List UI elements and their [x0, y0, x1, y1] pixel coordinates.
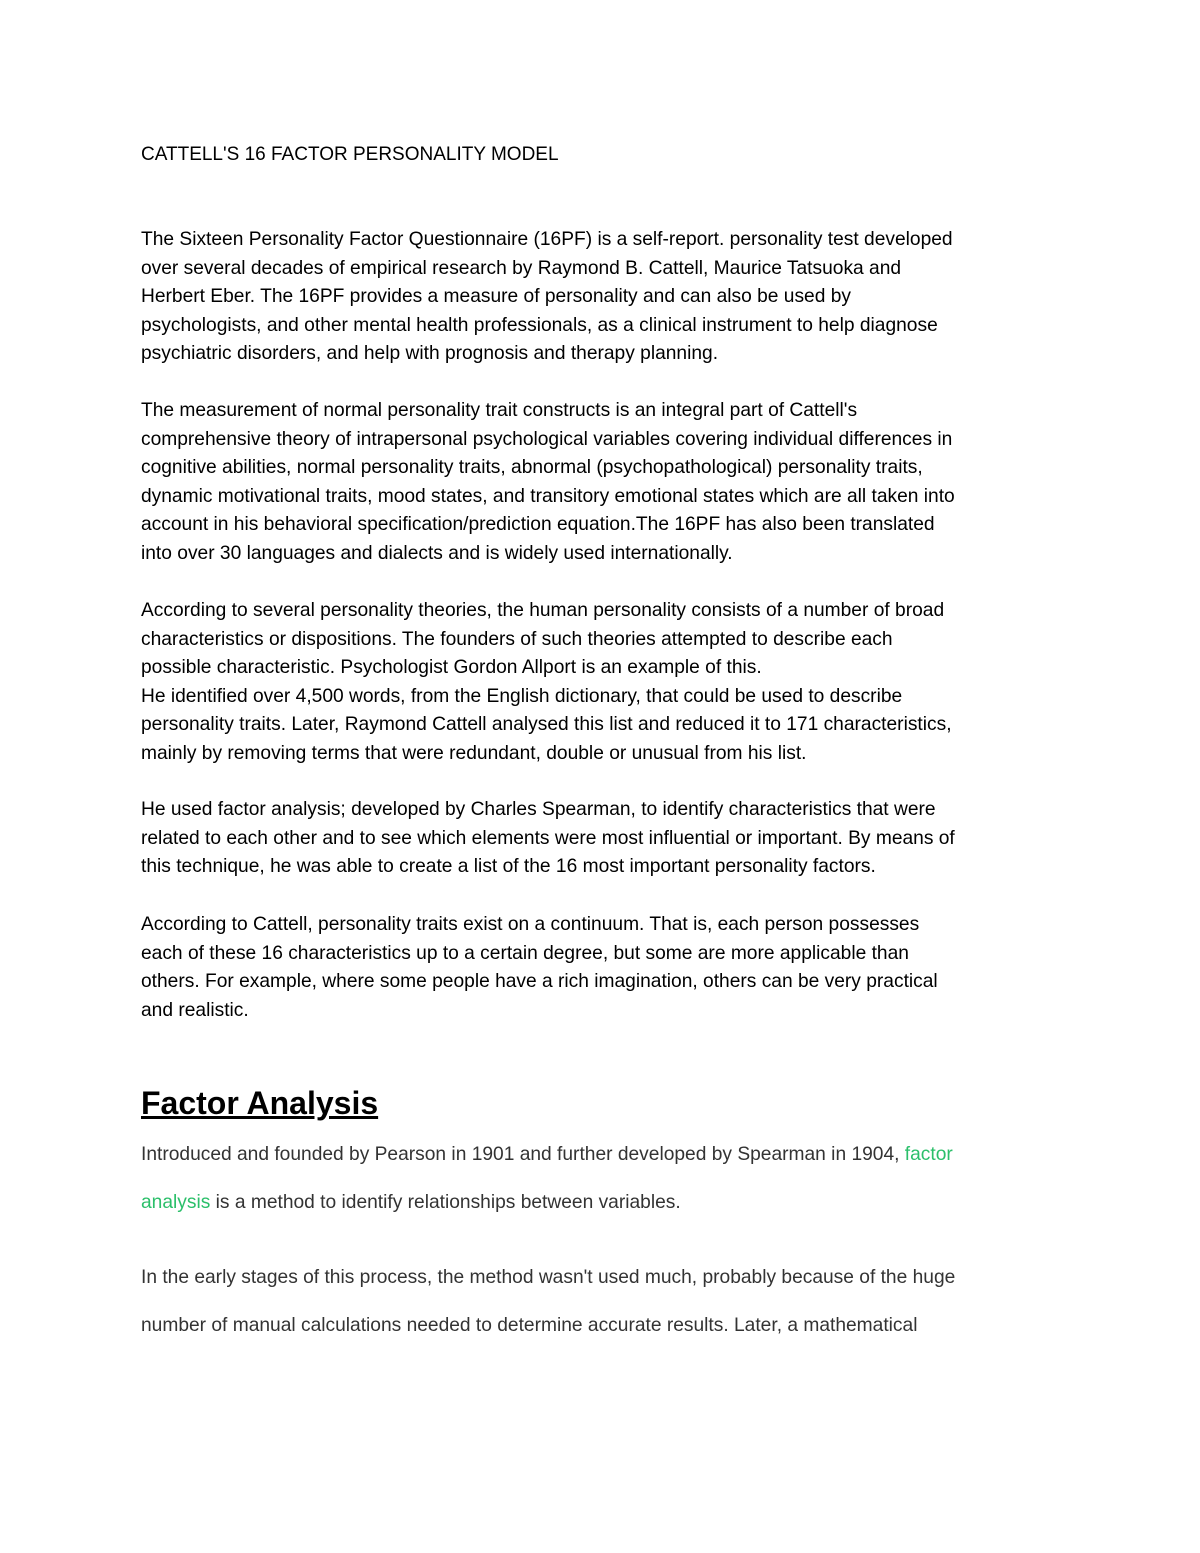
factor-analysis-link[interactable]: factor [904, 1144, 953, 1165]
text-line: each of these 16 characteristics up to a certain degree, but some are more applicable than [141, 942, 909, 964]
text-line: comprehensive theory of intrapersonal psychological variables covering individual differences in [141, 428, 953, 450]
paragraph-measurement [141, 397, 1066, 569]
text-line: this technique, he was able to create a list of the 16 most important personality factors. [141, 856, 876, 878]
text-line: The Sixteen Personality Factor Questionnaire (16PF) is a self-report. personality test developed [141, 229, 953, 250]
text-segment: is a method to identify relationships between variables. [210, 1191, 681, 1213]
text-line: over several decades of empirical research by Raymond B. Cattell, Maurice Tatsuoka and [141, 257, 902, 279]
text-line: characteristics or dispositions. The founders of such theories attempted to describe each [141, 628, 893, 650]
factor-analysis-link-continued[interactable]: analysis [141, 1191, 211, 1213]
text-line: He identified over 4,500 words, from the English dictionary, that could be used to describe [141, 685, 903, 707]
text-line [141, 1179, 1066, 1227]
text-line: and realistic. [141, 999, 249, 1021]
paragraph-early-stages [141, 1254, 1066, 1349]
document-title: CATTELL'S 16 FACTOR PERSONALITY MODEL [141, 144, 559, 165]
text-line: According to Cattell, personality traits exist on a continuum. That is, each person possesses [141, 914, 920, 935]
paragraph-intro [141, 226, 1066, 369]
text-line: number of manual calculations needed to determine accurate results. Later, a mathematical [141, 1314, 918, 1336]
text-line: account in his behavioral specification/prediction equation.The 16PF has also been translated [141, 514, 935, 536]
text-line: Herbert Eber. The 16PF provides a measure of personality and can also be used by [141, 286, 851, 308]
text-line: mainly by removing terms that were redundant, double or unusual from his list. [141, 742, 807, 764]
text-line: personality traits. Later, Raymond Cattell analysed this list and reduced it to 171 characteristics, [141, 714, 952, 736]
text-line: According to several personality theories, the human personality consists of a number of broad [141, 600, 945, 621]
section-heading: Factor Analysis [141, 1085, 379, 1121]
text-line: In the early stages of this process, the method wasn't used much, probably because of the huge [141, 1267, 956, 1288]
text-line: psychologists, and other mental health professionals, as a clinical instrument to help diagnose [141, 314, 938, 336]
paragraph-theories [141, 597, 1066, 769]
paragraph-continuum [141, 911, 1066, 1025]
text-line [141, 1131, 1066, 1179]
text-line: He used factor analysis; developed by Charles Spearman, to identify characteristics that were [141, 799, 936, 820]
text-line: dynamic motivational traits, mood states, and transitory emotional states which are all taken into [141, 485, 955, 507]
text-line: cognitive abilities, normal personality traits, abnormal (psychopathological) personality traits, [141, 457, 923, 479]
paragraph-factor-analysis-usage [141, 796, 1066, 882]
paragraph-factor-analysis-intro [141, 1131, 1066, 1226]
text-line: psychiatric disorders, and help with prognosis and therapy planning. [141, 343, 719, 365]
text-line: possible characteristic. Psychologist Gordon Allport is an example of this. [141, 657, 762, 679]
text-line: related to each other and to see which elements were most influential or important. By means of [141, 827, 955, 849]
text-line: The measurement of normal personality trait constructs is an integral part of Cattell's [141, 400, 858, 421]
text-line: into over 30 languages and dialects and is widely used internationally. [141, 542, 733, 564]
text-segment: Introduced and founded by Pearson in 1901 and further developed by Spearman in 1904, [141, 1144, 905, 1165]
text-line: others. For example, where some people have a rich imagination, others can be very practical [141, 971, 938, 993]
